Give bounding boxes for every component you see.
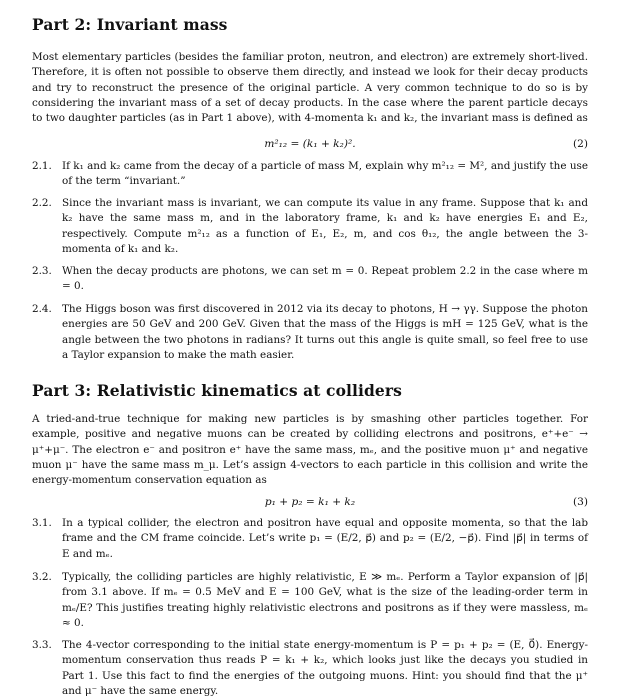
equation-2-body: m²₁₂ = (k₁ + k₂)².	[264, 138, 356, 150]
problem-text: In a typical collider, the electron and positron have equal and opposite momenta, so that the lab frame and the CM frame coincide. Let’s write p₁ = (E/2, p⃗) and p₂ = (E/2, −p⃗). Find |p⃗| in terms of E and mₑ.	[62, 517, 588, 560]
problem-number: 2.4.	[32, 303, 52, 315]
problem-number: 2.3.	[32, 265, 52, 277]
equation-3	[32, 496, 588, 514]
problem-2-3	[32, 264, 588, 295]
problem-text: The 4-vector corresponding to the initial state energy-momentum is P = p₁ + p₂ = (E, 0⃗). Energy-momentum conservation thus reads P = k₁ + k₂, which looks just like the decays you studied in Part 1. Use this fact to find the energies of the outgoing muons. Hint: you should find that the μ⁺ and μ⁻ have the same energy.	[62, 639, 588, 697]
equation-3-tag: (3)	[572, 496, 588, 508]
problem-2-2	[32, 196, 588, 257]
part3-intro: A tried-and-true technique for making new particles is by smashing other particles together. For example, positive and negative muons can be created by colliding electrons and positrons, e⁺+e⁻ → μ⁺+μ⁻. The electron e⁻ and positron e⁺ have the same mass, mₑ, and the positive muon μ⁺ and negative muon μ⁻ have the same mass m_μ. Let’s assign 4-vectors to each particle in this collision and write the energy-momentum conservation equation as	[32, 413, 588, 487]
problem-text: If k₁ and k₂ came from the decay of a particle of mass M, explain why m²₁₂ = M², and justify the use of the term “invariant.”	[62, 160, 588, 188]
problem-number: 3.1.	[32, 517, 52, 529]
part2-intro: Most elementary particles (besides the familiar proton, neutron, and electron) are extremely short-lived. Therefore, it is often not possible to observe them directly, and instead we look for their decay products and try to reconstruct the presence of the original particle. A very common technique to do so is by considering the invariant mass of a set of decay products. In the case where the parent particle decays to two daughter particles (as in Part 1 above), with 4-momenta k₁ and k₂, the invariant mass is defined as	[32, 51, 588, 125]
equation-3-body: p₁ + p₂ = k₁ + k₂	[264, 496, 356, 508]
problem-text: When the decay products are photons, we can set m = 0. Repeat problem 2.2 in the case where m = 0.	[62, 265, 588, 293]
problem-number: 2.2.	[32, 197, 52, 209]
part2-heading: Part 2: Invariant mass	[32, 15, 228, 34]
equation-2	[32, 138, 588, 156]
problem-3-3	[32, 638, 588, 699]
problem-text: Since the invariant mass is invariant, we can compute its value in any frame. Suppose that k₁ and k₂ have the same mass m, and in the laboratory frame, k₁ and k₂ have energies E₁ and E₂, respectively. Compute m²₁₂ as a function of E₁, E₂, m, and cos θ₁₂, the angle between the 3-momenta of k₁ and k₂.	[62, 197, 588, 255]
problem-3-2	[32, 570, 588, 631]
equation-2-tag: (2)	[572, 138, 588, 150]
problem-number: 3.3.	[32, 639, 52, 651]
problem-3-1	[32, 516, 588, 562]
problem-text: Typically, the colliding particles are highly relativistic, E ≫ mₑ. Perform a Taylor expansion of |p⃗| from 3.1 above. If mₑ = 0.5 MeV and E = 100 GeV, what is the size of the leading-order term in mₑ/E? This justifies treating highly relativistic electrons and positrons as if they were massless, mₑ ≈ 0.	[62, 571, 588, 629]
problem-2-4	[32, 302, 588, 363]
problem-2-1	[32, 159, 588, 190]
problem-text: The Higgs boson was first discovered in 2012 via its decay to photons, H → γγ. Suppose the photon energies are 50 GeV and 200 GeV. Given that the mass of the Higgs is mH = 125 GeV, what is the angle between the two photons in radians? It turns out this angle is quite small, so feel free to use a Taylor expansion to make the math easier.	[62, 303, 588, 361]
part3-heading: Part 3: Relativistic kinematics at colliders	[32, 381, 402, 400]
problem-number: 2.1.	[32, 160, 52, 172]
problem-number: 3.2.	[32, 571, 52, 583]
